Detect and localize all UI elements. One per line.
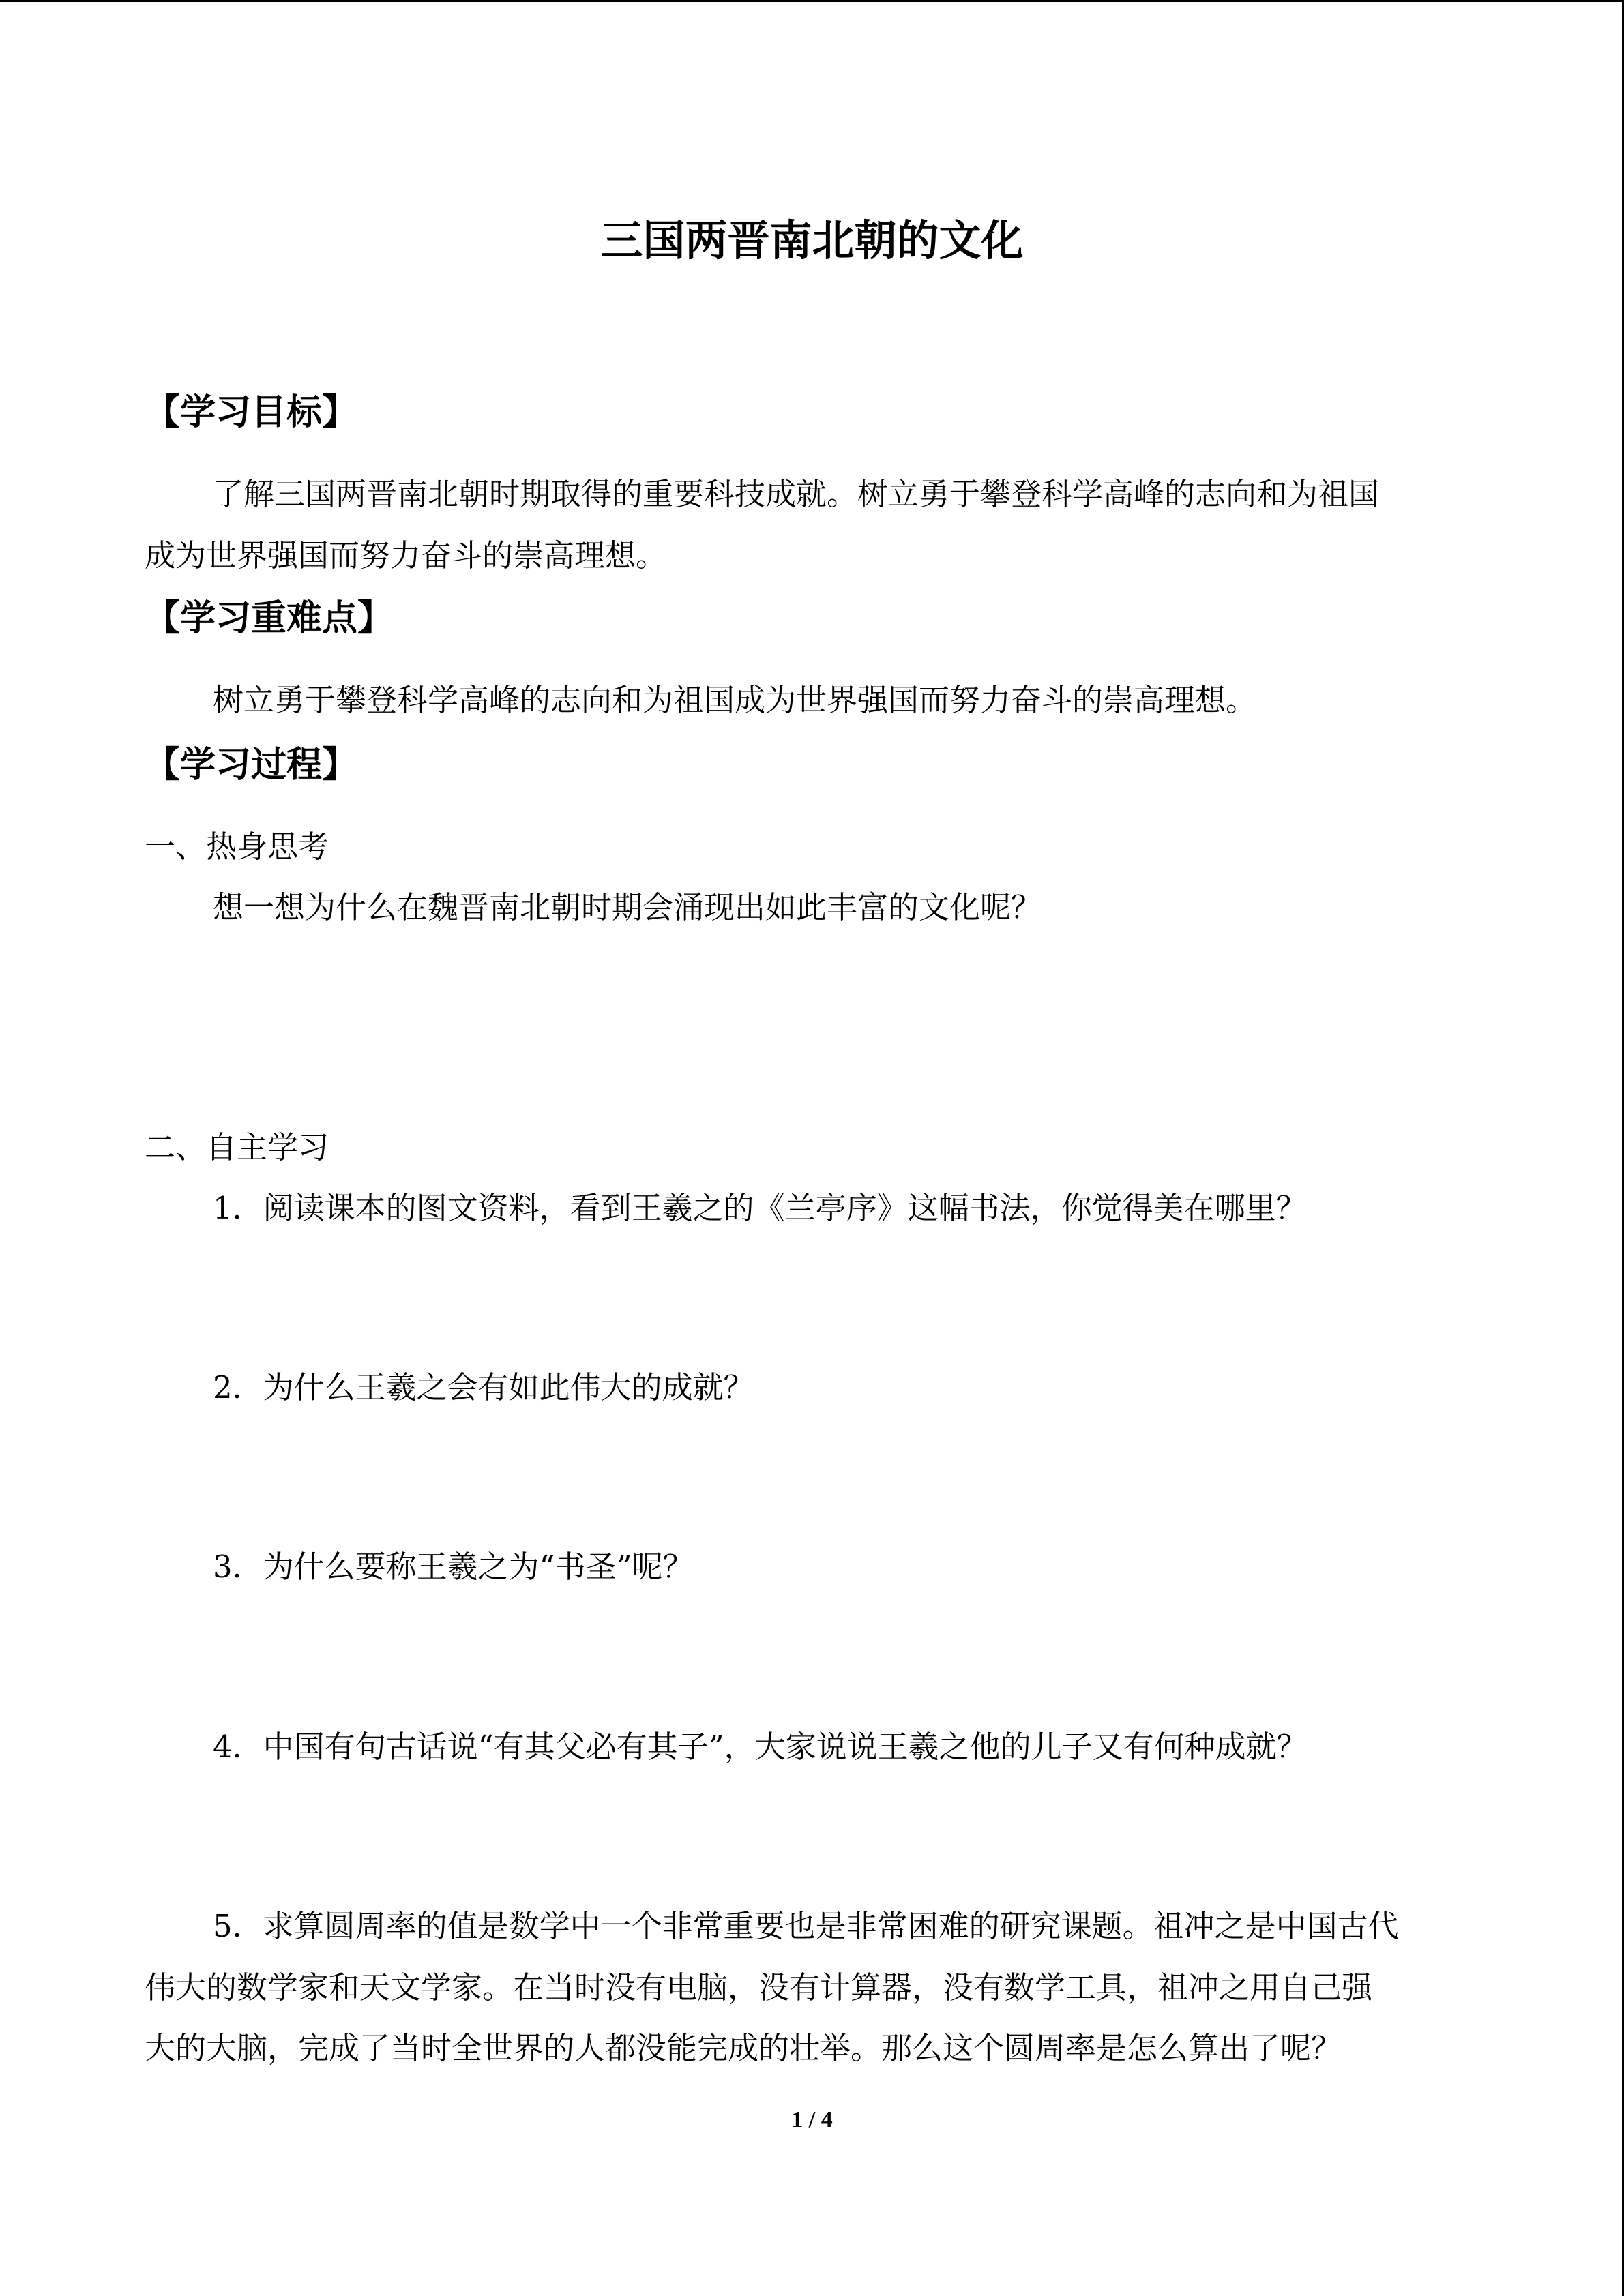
- process-heading: 【学习过程】: [145, 745, 358, 786]
- objectives-heading: 【学习目标】: [145, 392, 358, 433]
- question-1: 1．阅读课本的图文资料，看到王羲之的《兰亭序》这幅书法，你觉得美在哪里？: [213, 1190, 1307, 1226]
- question-2: 2．为什么王羲之会有如此伟大的成就？: [213, 1369, 754, 1405]
- question-4: 4．中国有句古话说“有其父必有其子”，大家说说王羲之他的儿子又有何种成就？: [213, 1729, 1308, 1765]
- page-number: 1 / 4: [791, 2107, 833, 2132]
- question-5-line-3: 大的大脑，完成了当时全世界的人都没能完成的壮举。那么这个圆周率是怎么算出了呢？: [145, 2030, 1342, 2066]
- question-5-line-1: 5．求算圆周率的值是数学中一个非常重要也是非常困难的研究课题。祖冲之是中国古代: [213, 1908, 1399, 1944]
- key-points-heading: 【学习重难点】: [145, 598, 394, 639]
- part1-heading: 一、热身思考: [145, 829, 329, 865]
- question-5-line-2: 伟大的数学家和天文学家。在当时没有电脑，没有计算器，没有数学工具，祖冲之用自己强: [145, 1969, 1373, 2006]
- page-border-top: [0, 0, 1624, 2]
- question-3: 3．为什么要称王羲之为“书圣”呢？: [213, 1549, 694, 1585]
- part2-heading: 二、自主学习: [145, 1129, 329, 1165]
- objectives-line-1: 了解三国两晋南北朝时期取得的重要科技成就。树立勇于攀登科学高峰的志向和为祖国: [213, 476, 1380, 512]
- document-title: 三国两晋南北朝的文化: [600, 215, 1024, 265]
- objectives-line-2: 成为世界强国而努力奋斗的崇高理想。: [145, 537, 667, 573]
- key-points-line-1: 树立勇于攀登科学高峰的志向和为祖国成为世界强国而努力奋斗的崇高理想。: [213, 682, 1257, 718]
- part1-question: 想一想为什么在魏晋南北朝时期会涌现出如此丰富的文化呢？: [213, 889, 1042, 925]
